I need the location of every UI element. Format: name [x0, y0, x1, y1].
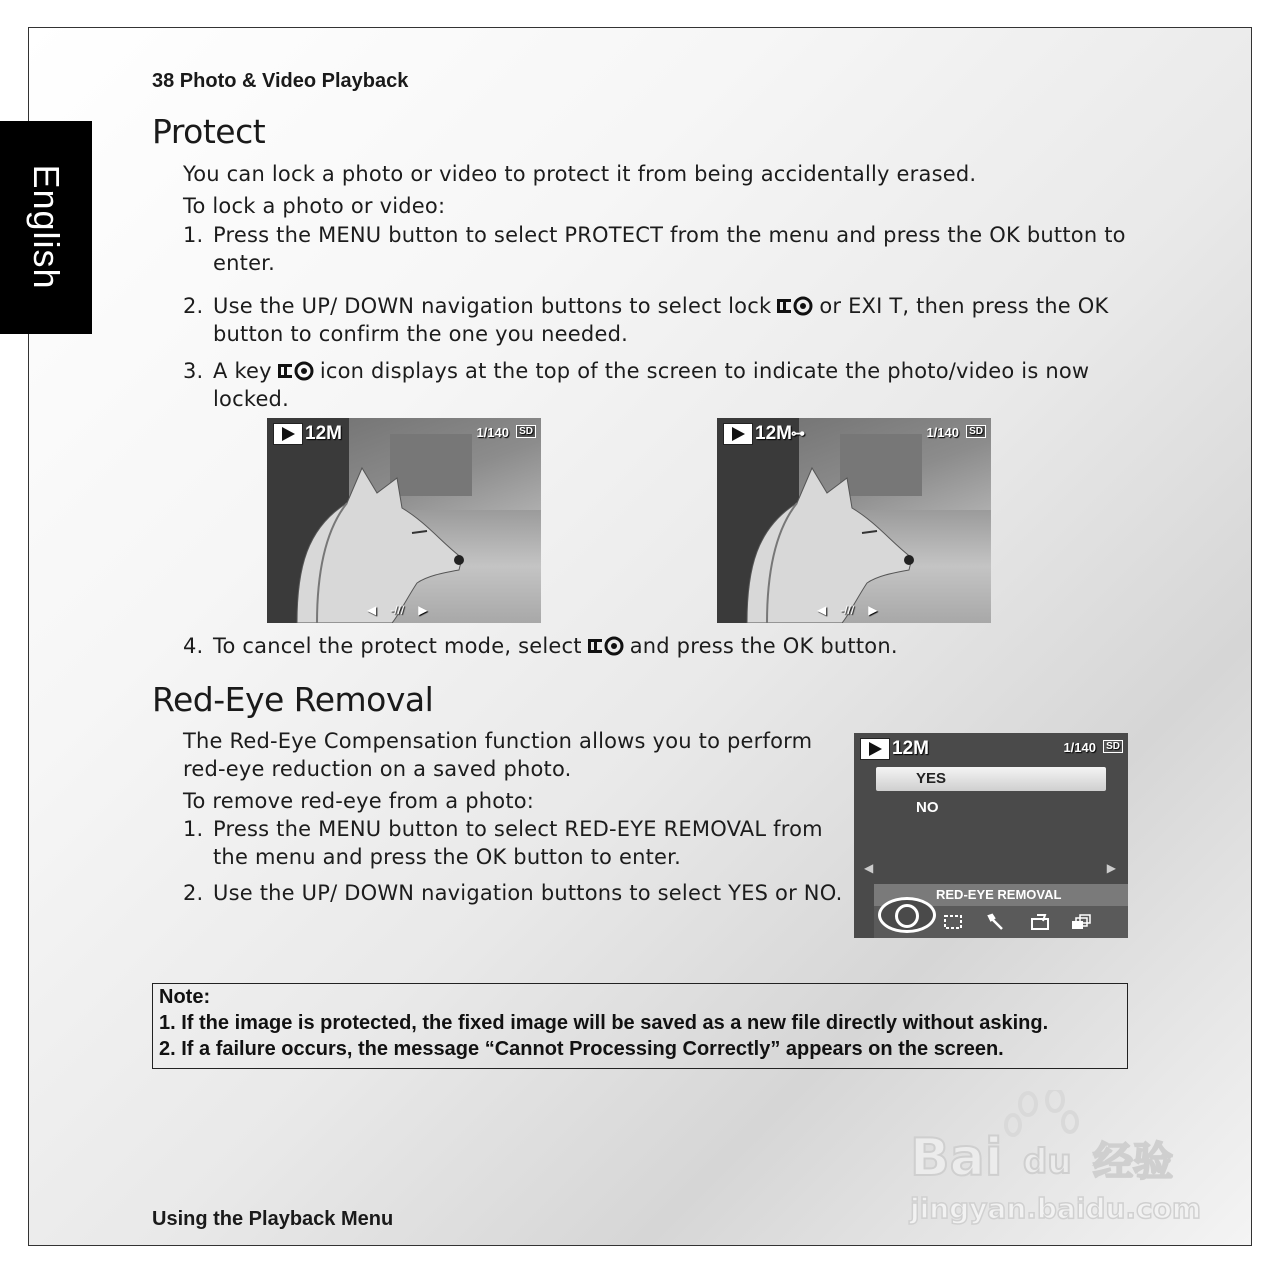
note-title: Note: [159, 986, 211, 1008]
svg-text:Bai: Bai [910, 1128, 1003, 1188]
redeye-step-1 [183, 815, 843, 871]
dog-photo [727, 448, 927, 623]
svg-text:du: du [1023, 1142, 1072, 1182]
camera-screen-locked [717, 418, 991, 623]
menu-label: RED-EYE REMOVAL [936, 887, 1062, 902]
eye-icon [878, 897, 936, 933]
step-text: locked. [213, 387, 289, 411]
protect-step-1 [183, 221, 1143, 277]
svg-text:经验: 经验 [1093, 1139, 1173, 1185]
key-icon [586, 635, 626, 659]
protect-lead: To lock a photo or video: [183, 194, 446, 218]
step-text: To cancel the protect mode, select [213, 634, 582, 658]
page-footer: Using the Playback Menu [152, 1208, 394, 1230]
step-text: Press the MENU button to select PROTECT from the menu and press the OK button to [213, 223, 1126, 247]
step-number: 2. [183, 881, 204, 905]
step-text: Press the MENU button to select RED-EYE REMOVAL from [213, 817, 823, 841]
step-number: 1. [183, 817, 204, 841]
sd-card-icon: SD [516, 425, 536, 438]
nav-hints [367, 603, 441, 617]
page-header: 38 Photo & Video Playback [152, 70, 409, 92]
print-icon [1029, 913, 1051, 931]
image-counter: 1/140 [476, 425, 509, 440]
protect-heading: Protect [152, 112, 266, 151]
nav-left-icon: ◀ [367, 603, 377, 617]
baidu-watermark [905, 1090, 1205, 1230]
note-line-2: 2. If a failure occurs, the message “Cannot Processing Correctly” appears on the screen. [159, 1038, 1004, 1060]
option-no-label: NO [916, 799, 939, 816]
play-mode-icon [860, 738, 890, 760]
baidu-paw-logo [905, 1090, 1205, 1230]
redeye-step-2 [183, 879, 853, 907]
option-yes-label: YES [916, 770, 947, 787]
play-mode-icon [723, 423, 753, 445]
sd-card-icon: SD [966, 425, 986, 438]
redeye-menu-screen [854, 733, 1128, 938]
right-arrow-icon: ▶ [1106, 861, 1116, 875]
language-tab-label: English [26, 164, 67, 290]
step-text: button to confirm the one you needed. [213, 322, 628, 346]
nav-mid-icon: -/// [840, 603, 855, 617]
protect-step-2 [183, 292, 1143, 348]
nav-hints [817, 603, 891, 617]
play-mode-icon [273, 423, 303, 445]
key-icon: ⊶ [791, 425, 805, 441]
note-line-1: 1. If the image is protected, the fixed image will be saved as a new file directly without asking. [159, 1012, 1049, 1034]
sd-card-icon: SD [1103, 740, 1123, 753]
protect-step-3 [183, 357, 1143, 413]
image-counter: 1/140 [926, 425, 959, 440]
resolution-indicator: 12M [305, 423, 342, 444]
step-number: 2. [183, 294, 204, 318]
protect-intro: You can lock a photo or video to protect it from being accidentally erased. [183, 162, 977, 186]
note-box [152, 983, 1128, 1069]
svg-text:jingyan.baidu.com: jingyan.baidu.com [910, 1192, 1202, 1225]
step-text: the menu and press the OK button to enter. [213, 845, 681, 869]
nav-left-icon: ◀ [817, 603, 827, 617]
dog-photo [277, 448, 477, 623]
key-icon [775, 295, 815, 319]
nav-right-icon: ▶ [418, 603, 428, 617]
image-counter: 1/140 [1063, 740, 1096, 755]
key-icon [276, 360, 316, 384]
option-yes[interactable] [876, 767, 1106, 791]
resolution-indicator: 12M [892, 738, 929, 759]
step-number: 4. [183, 634, 204, 658]
step-number: 3. [183, 359, 204, 383]
slideshow-icon [1070, 913, 1092, 931]
wrench-icon [985, 913, 1007, 931]
step-text: Use the UP/ DOWN navigation buttons to select lock [213, 294, 772, 318]
step-text: Use the UP/ DOWN navigation buttons to select YES or NO. [213, 881, 843, 905]
redeye-heading: Red-Eye Removal [152, 680, 434, 719]
redeye-intro-line2: red-eye reduction on a saved photo. [183, 757, 572, 781]
step-text: and press the OK button. [629, 634, 898, 658]
language-tab [0, 121, 92, 334]
nav-mid-icon: -/// [390, 603, 405, 617]
redeye-lead: To remove red-eye from a photo: [183, 789, 535, 813]
step-text: or EXI T, then press the OK [819, 294, 1109, 318]
nav-right-icon: ▶ [868, 603, 878, 617]
step-number: 1. [183, 223, 204, 247]
resolution-indicator: 12M [755, 423, 792, 444]
crop-icon [942, 913, 964, 931]
step-text: A key [213, 359, 272, 383]
step-text: icon displays at the top of the screen to indicate the photo/video is now [319, 359, 1090, 383]
camera-screen-unlocked [267, 418, 541, 623]
protect-step-4 [183, 632, 1143, 660]
left-arrow-icon: ◀ [864, 861, 874, 875]
redeye-intro-line1: The Red-Eye Compensation function allows you to perform [183, 729, 813, 753]
option-no[interactable] [876, 796, 1106, 820]
step-text: enter. [213, 251, 275, 275]
